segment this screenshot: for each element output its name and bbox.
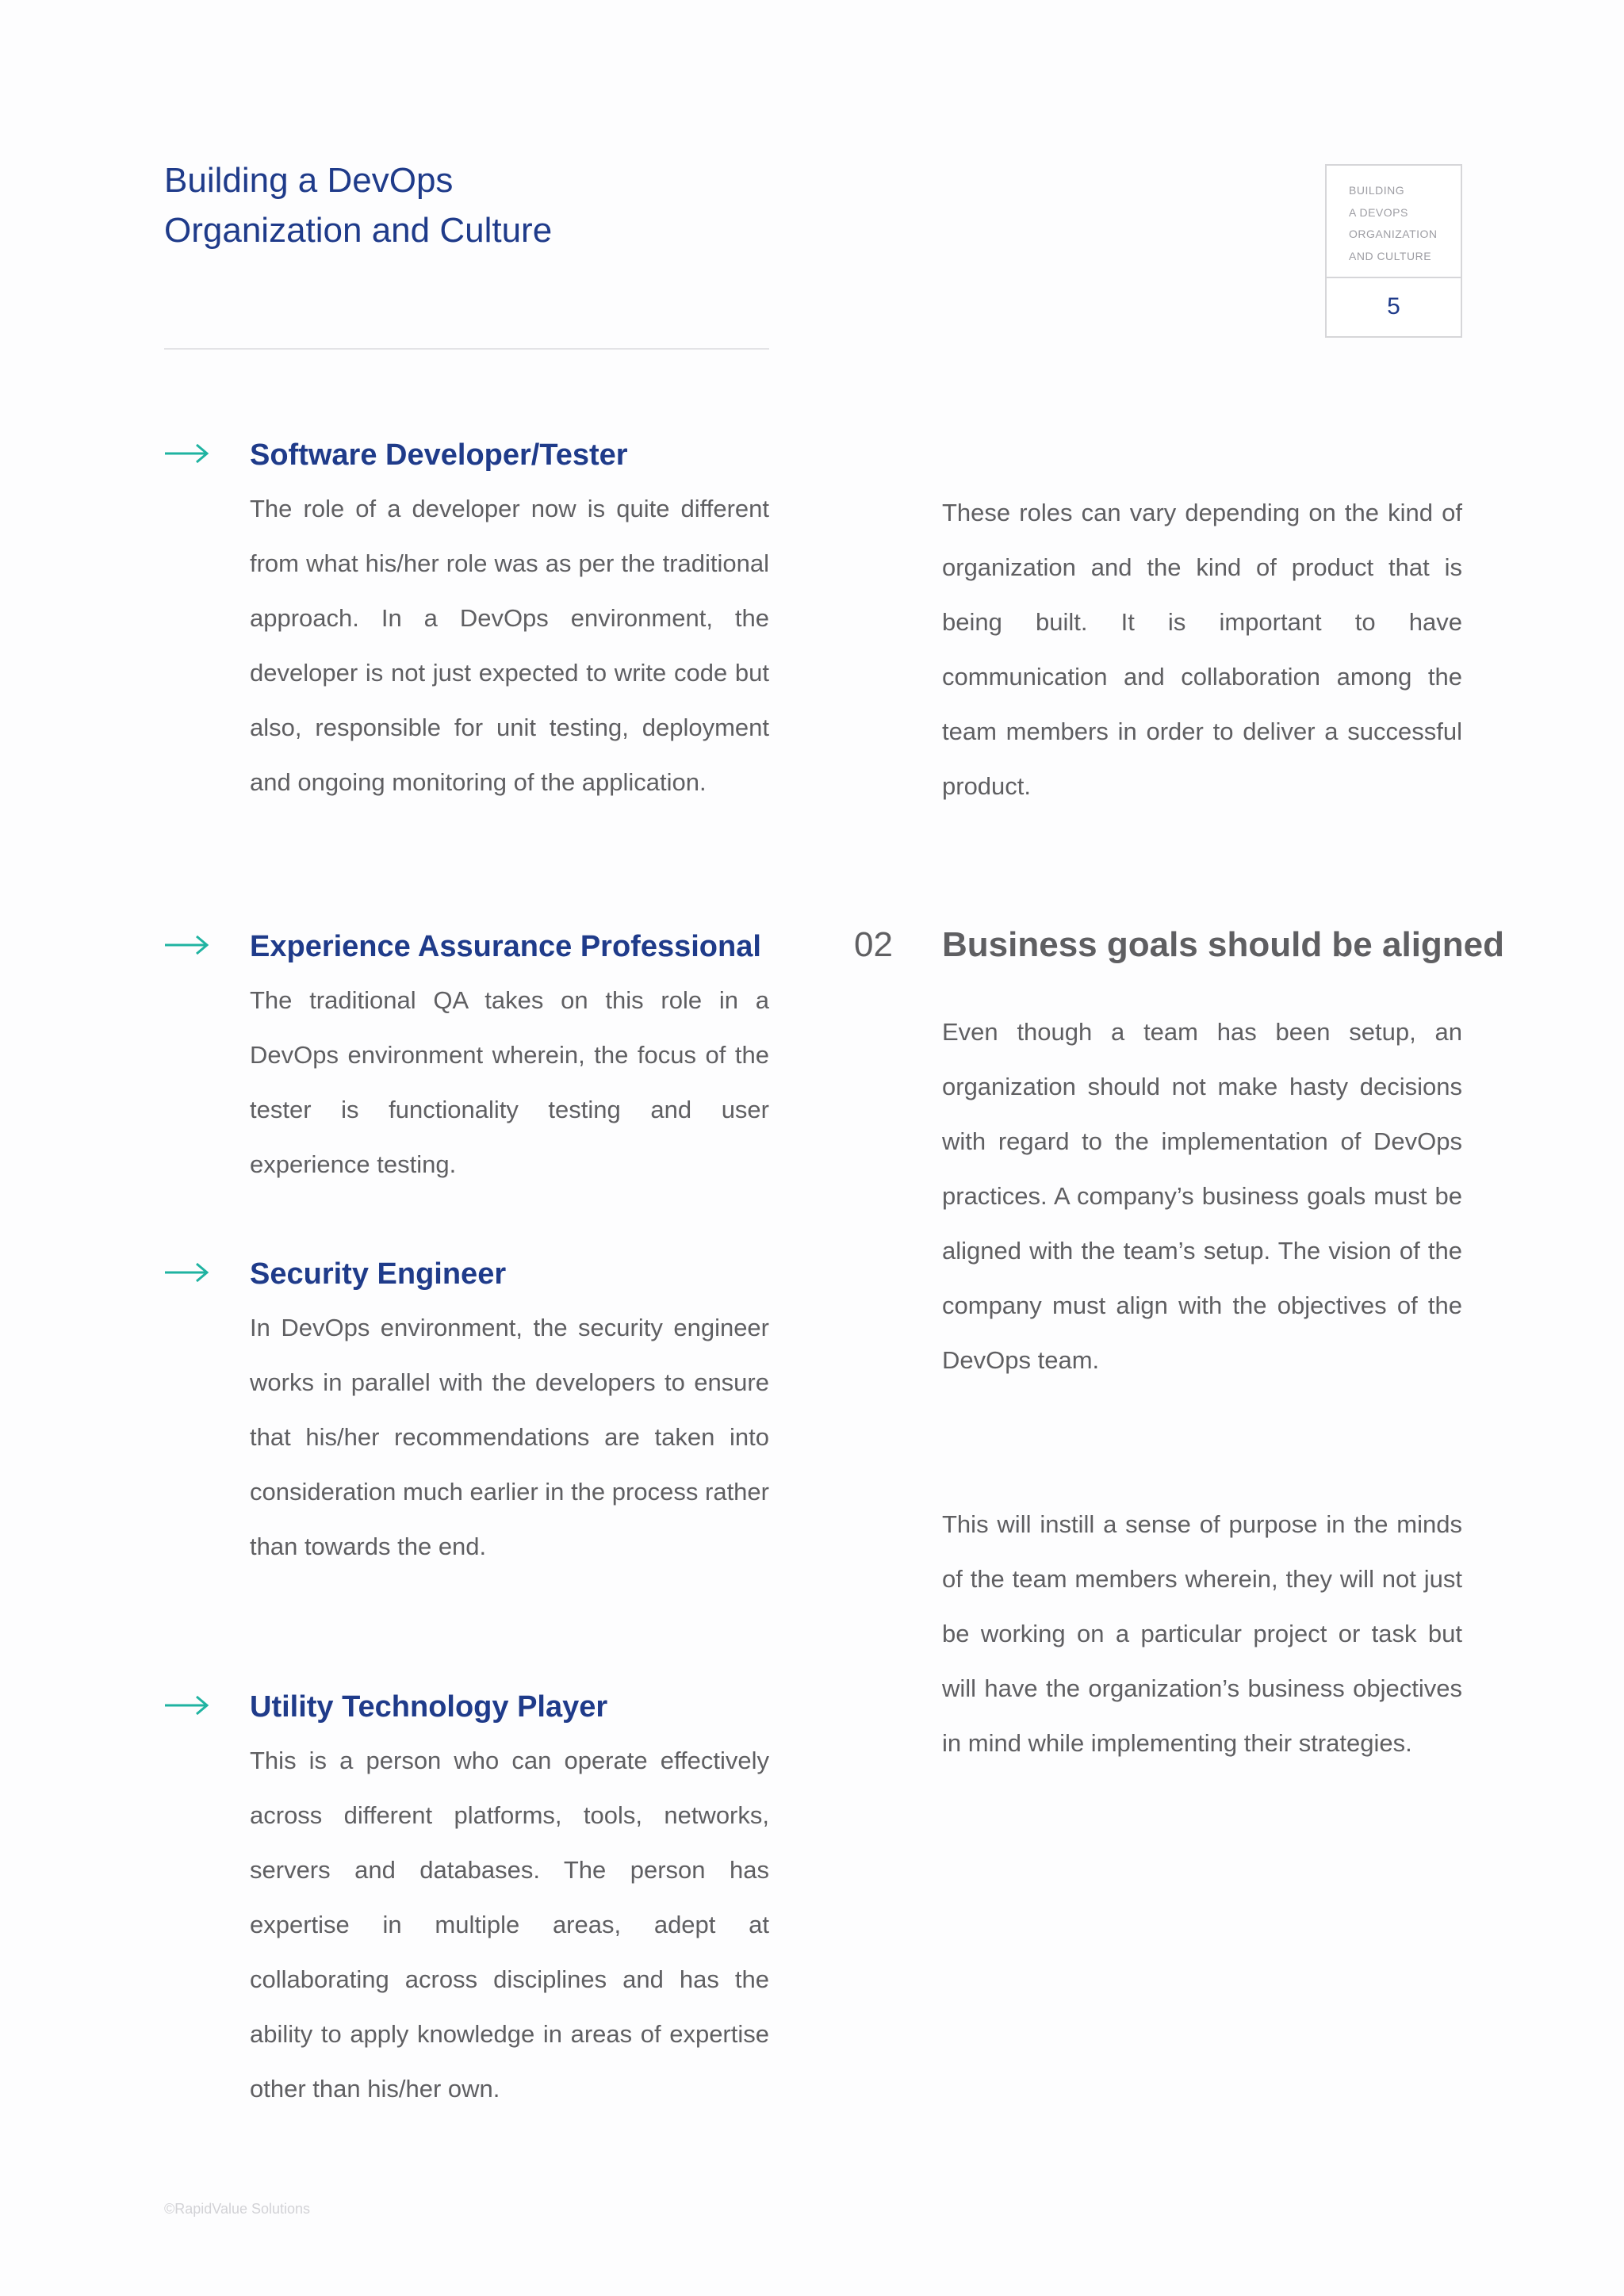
role-title: Experience Assurance Professional bbox=[250, 930, 761, 963]
document-title-line-1: Building a DevOps bbox=[164, 161, 454, 200]
role-description: This is a person who can operate effectively across different platforms, tools, networks, servers and databases. The person has expertise in multiple areas, adept at collaborating across disciplines and has the ability to apply knowledge in areas of expertise other than his/her own. bbox=[250, 1747, 769, 2103]
page-box-label bbox=[1327, 166, 1461, 278]
role-description: The role of a developer now is quite different from what his/her role was as per the traditional approach. In a DevOps environment, the developer is not just expected to write code but also, responsible for unit testing, deployment and ongoing monitoring of the application. bbox=[250, 495, 769, 796]
arrow-right-icon bbox=[164, 1695, 209, 1716]
roles-intro-paragraph: These roles can vary depending on the kind of organization and the kind of product that is being built. It is important to have communication and collaboration among the team members in order to deliver a successful product. bbox=[942, 499, 1462, 800]
document-title-line-2: Organization and Culture bbox=[164, 211, 553, 250]
title-divider bbox=[164, 348, 769, 350]
page-box-label-line: ORGANIZATION bbox=[1349, 228, 1438, 240]
footer-copyright: ©RapidValue Solutions bbox=[164, 2201, 311, 2217]
page-box-label-line: AND CULTURE bbox=[1349, 249, 1432, 262]
role-description: The traditional QA takes on this role in a DevOps environment wherein, the focus of the tester is functionality testing and user experience testing. bbox=[250, 986, 769, 1178]
section-number: 02 bbox=[854, 925, 893, 964]
section-paragraph-2: This will instill a sense of purpose in the minds of the team members wherein, they will not just be working on a particular project or task but will have the organization’s business objectives in mind while implementing their strategies. bbox=[942, 1510, 1462, 1757]
page-number-box bbox=[1325, 164, 1462, 338]
role-title: Software Developer/Tester bbox=[250, 438, 628, 472]
section-paragraph-1: Even though a team has been setup, an organization should not make hasty decisions with regard to the implementation of DevOps practices. A company’s business goals must be aligned with the team’s setup. The vision of the company must align with the objectives of the DevOps team. bbox=[942, 1018, 1462, 1374]
page-box-label-line: A DEVOPS bbox=[1349, 205, 1408, 219]
role-title: Security Engineer bbox=[250, 1257, 507, 1291]
arrow-right-icon bbox=[164, 443, 209, 464]
document-title bbox=[164, 155, 799, 255]
role-title: Utility Technology Player bbox=[250, 1690, 608, 1724]
arrow-right-icon bbox=[164, 1262, 209, 1283]
page-number: 5 bbox=[1387, 293, 1400, 320]
page-box-label-line: BUILDING bbox=[1349, 184, 1405, 197]
arrow-right-icon bbox=[164, 935, 209, 955]
role-description: In DevOps environment, the security engineer works in parallel with the developers to ensure that his/her recommendations are taken into consideration much earlier in the process rather than towards the end. bbox=[250, 1314, 769, 1560]
section-title: Business goals should be aligned bbox=[942, 925, 1505, 964]
